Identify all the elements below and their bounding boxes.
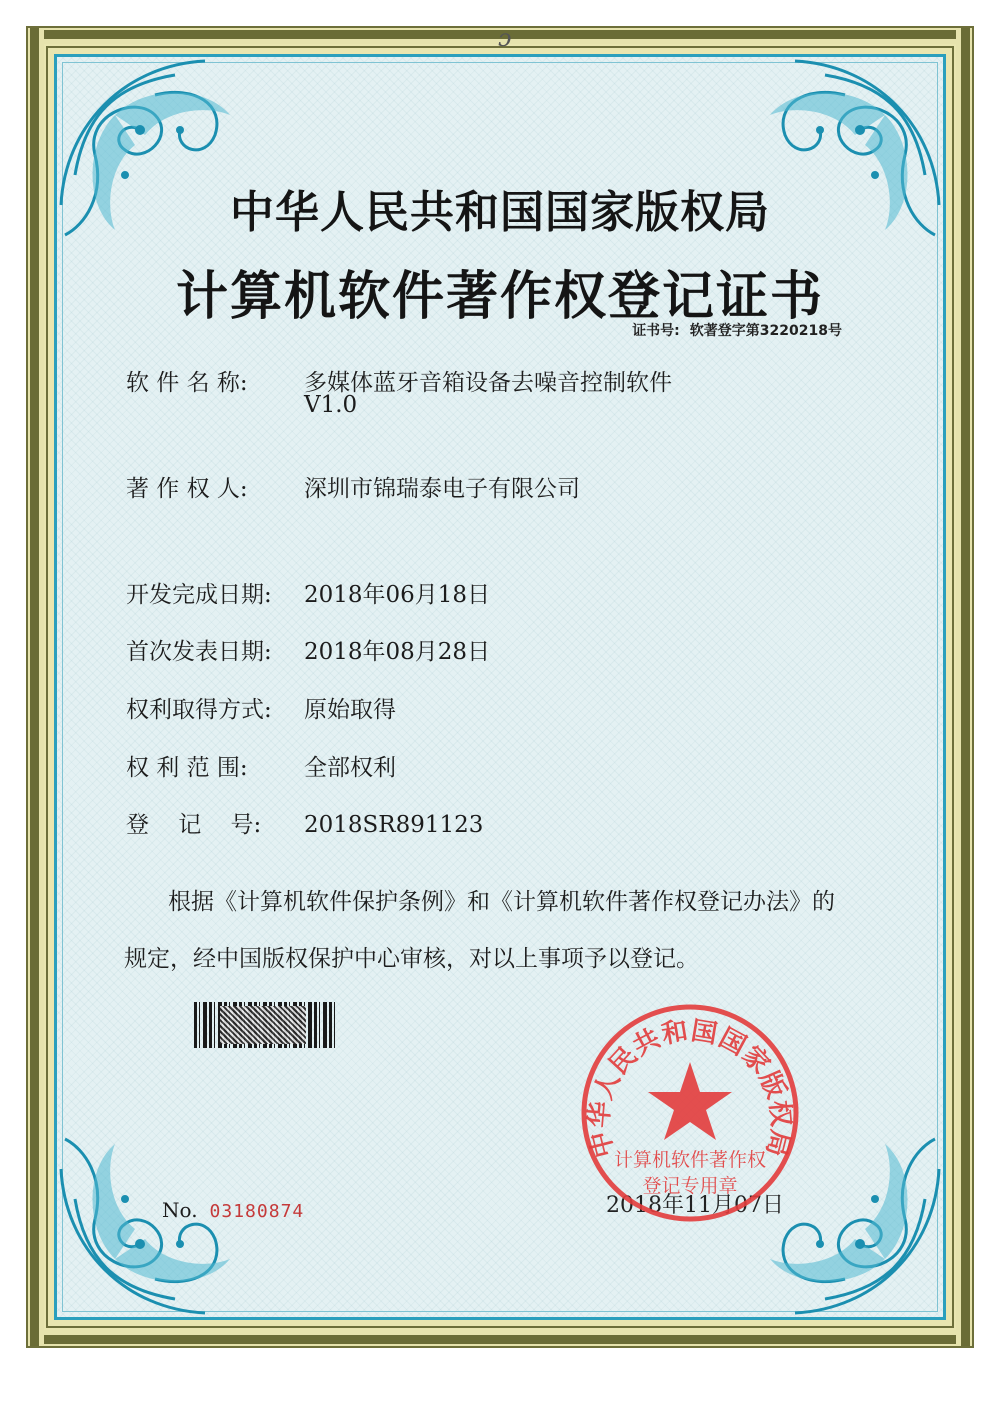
official-seal: [577, 1000, 803, 1226]
field-dev-completed: [126, 576, 490, 609]
issue-date: 2018年11月07日: [606, 1193, 784, 1218]
field-copyright-holder: [126, 470, 580, 503]
issuer-heading: 中华人民共和国国家版权局: [230, 187, 770, 238]
serial-label: No.: [162, 1198, 198, 1222]
field-value: 2018年06月18日: [304, 582, 491, 608]
field-label: 著 作 权 人:: [126, 476, 248, 502]
field-value: 多媒体蓝牙音箱设备去噪音控制软件: [304, 370, 672, 396]
barcode-icon: [194, 1002, 338, 1048]
pen-mark: ɔ: [498, 24, 512, 52]
field-label: 软 件 名 称:: [126, 370, 248, 396]
seal-center-line-1: 计算机软件著作权: [613, 1149, 767, 1171]
field-label: 登 记 号:: [126, 812, 262, 838]
seal-center-line-2: 登记专用章: [642, 1175, 738, 1197]
certificate-number-label: 证书号:: [632, 323, 680, 339]
statement-line-2: 规定，经中国版权保护中心审核，对以上事项予以登记。: [124, 946, 699, 972]
field-software-name: [126, 364, 672, 418]
field-value: 全部权利: [304, 755, 396, 781]
certificate-title: 计算机软件著作权登记证书: [175, 267, 824, 327]
field-value: 2018年08月28日: [304, 639, 491, 665]
field-label: 权 利 范 围:: [126, 755, 248, 781]
certificate-number-value: 软著登字第3220218号: [689, 323, 842, 339]
barcode-data-block: [220, 1006, 306, 1044]
serial-value: 03180874: [209, 1201, 305, 1222]
fret-border-bottom: [28, 1330, 972, 1346]
field-label: 首次发表日期:: [126, 639, 272, 665]
field-scope: [126, 749, 396, 782]
field-label: 开发完成日期:: [126, 582, 272, 608]
seal-star-icon: [648, 1062, 732, 1140]
software-version: V1.0: [304, 392, 358, 418]
statement-line-1: 根据《计算机软件保护条例》和《计算机软件著作权登记办法》的: [168, 889, 835, 915]
field-label: 权利取得方式:: [126, 697, 272, 723]
field-first-published: [126, 633, 490, 666]
field-acquisition: [126, 691, 396, 724]
field-value: 深圳市锦瑞泰电子有限公司: [304, 476, 580, 502]
serial-number: [162, 1198, 304, 1222]
field-registration-number: [126, 806, 483, 839]
seal-ring-text: 中华人民共和国国家版权局: [584, 1016, 796, 1161]
field-value: 原始取得: [304, 697, 396, 723]
certificate-number: [632, 320, 842, 340]
field-value: 2018SR891123: [304, 812, 484, 838]
